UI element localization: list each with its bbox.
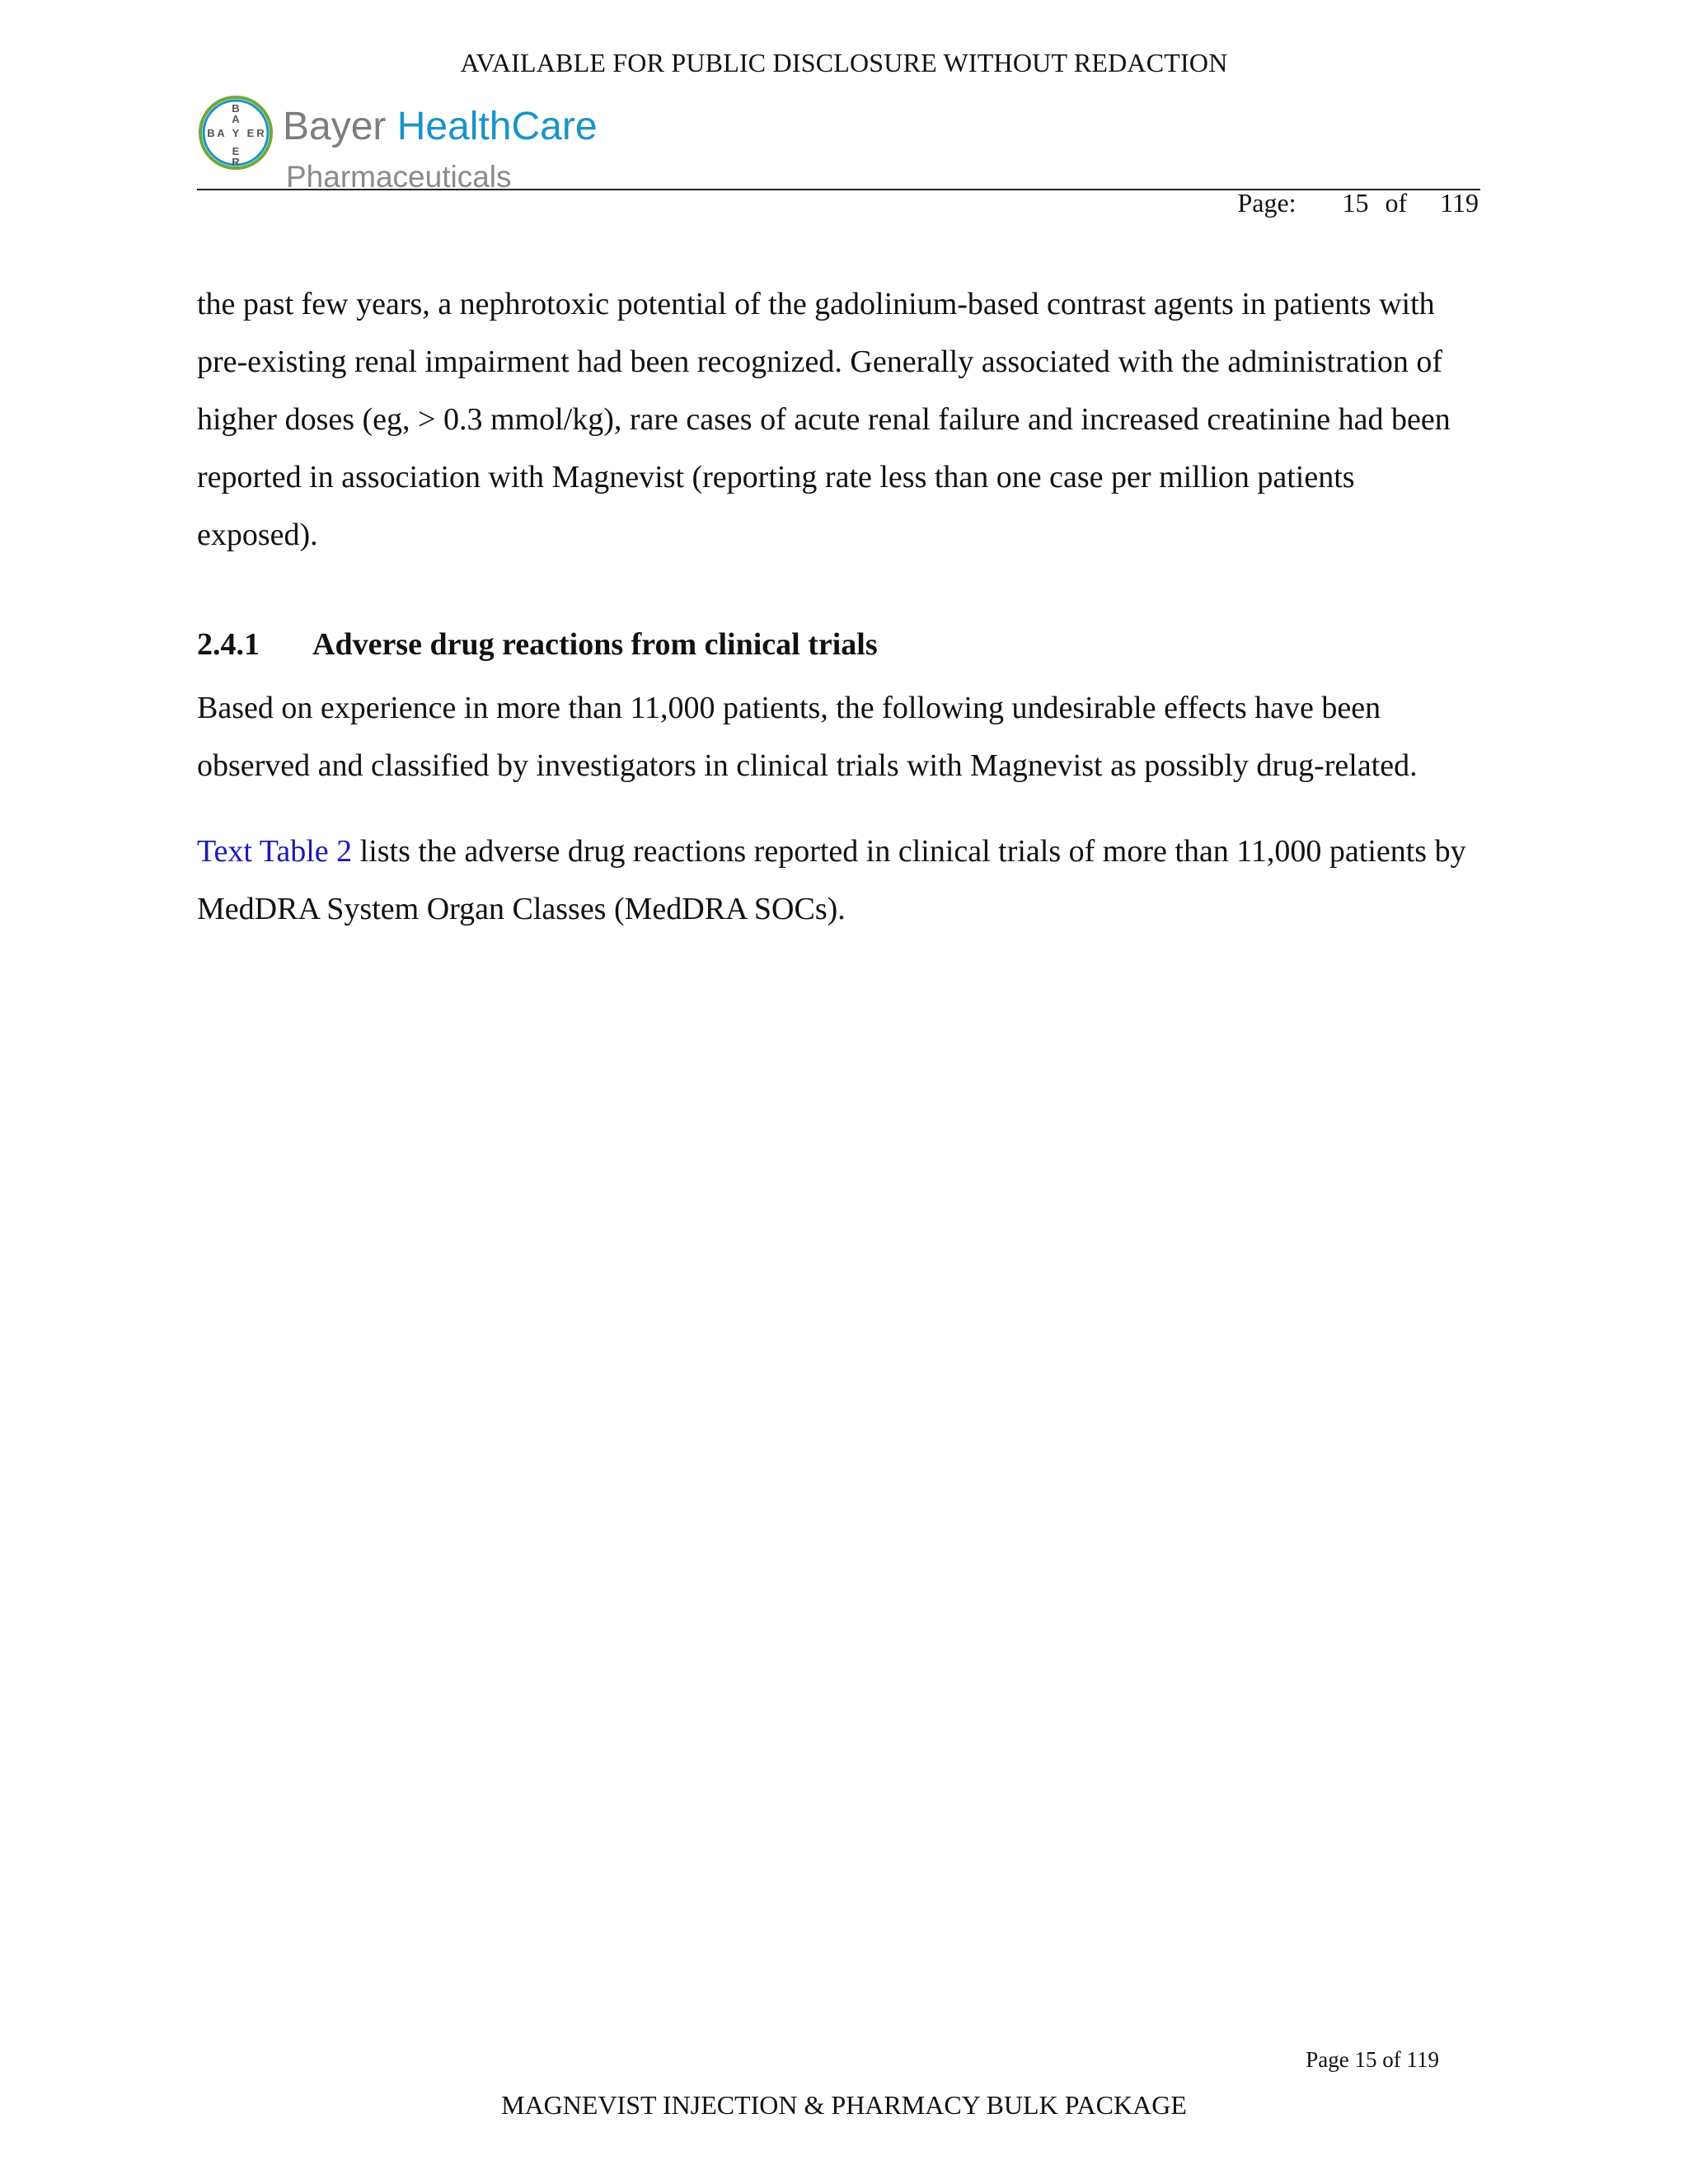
page-indicator xyxy=(1237,188,1479,218)
svg-text:R: R xyxy=(256,127,265,139)
section-heading xyxy=(197,623,1466,666)
svg-text:A: A xyxy=(232,113,240,125)
bayer-logo xyxy=(197,94,598,194)
footer-title: MAGNEVIST INJECTION & PHARMACY BULK PACKAGE xyxy=(501,2090,1187,2120)
logo-subtitle: Pharmaceuticals xyxy=(286,160,512,194)
page-label: Page: xyxy=(1237,188,1296,218)
paragraph-intro: the past few years, a nephrotoxic potential of the gadolinium-based contrast agents in patients with pre-existing renal impairment had been recognized. Generally associated with the administration of higher doses (eg, > 0.3 mmol/kg), rare cases of acute renal failure and increased creatinine had been reported in association with Magnevist (reporting rate less than one case per million patients exposed). xyxy=(197,287,1451,552)
page-number: 15 xyxy=(1342,188,1369,218)
paragraph-experience: Based on experience in more than 11,000 patients, the following undesirable effects have been observed and classified by investigators in clinical trials with Magnevist as possibly drug-related. xyxy=(197,691,1418,783)
paragraph-table-reference xyxy=(197,823,1466,938)
paragraph-table-reference-text: lists the adverse drug reactions reported in clinical trials of more than 11,000 patients by MedDRA System Organ Classes (MedDRA SOCs). xyxy=(197,834,1466,926)
logo-word-bayer: Bayer xyxy=(283,105,387,148)
svg-text:A: A xyxy=(217,127,225,139)
logo-word-healthcare: HealthCare xyxy=(396,105,598,148)
svg-text:E: E xyxy=(246,127,255,139)
section-number: 2.4.1 xyxy=(197,627,260,662)
document-body xyxy=(197,275,1466,938)
logo-wordmark xyxy=(283,107,598,147)
section-title: Adverse drug reactions from clinical trials xyxy=(312,627,878,662)
page-of: of xyxy=(1385,188,1408,218)
svg-text:E: E xyxy=(232,145,240,157)
text-table-link[interactable]: Text Table 2 xyxy=(197,834,353,869)
svg-text:Y: Y xyxy=(232,127,240,139)
disclosure-banner: AVAILABLE FOR PUBLIC DISCLOSURE WITHOUT REDACTION xyxy=(460,48,1228,77)
svg-text:B: B xyxy=(232,102,240,115)
bayer-cross-icon xyxy=(197,94,274,171)
footer-page-number: Page 15 of 119 xyxy=(1306,2047,1439,2072)
svg-text:B: B xyxy=(207,127,215,139)
page-total: 119 xyxy=(1440,188,1479,218)
svg-text:R: R xyxy=(232,156,240,168)
